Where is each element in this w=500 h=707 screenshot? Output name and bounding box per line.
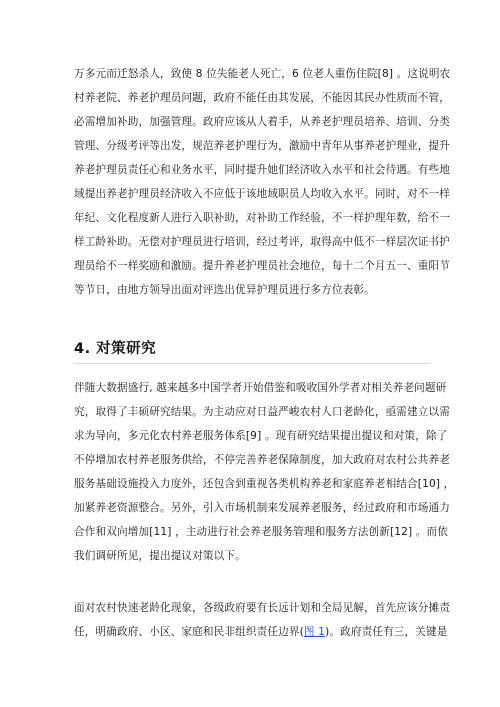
text-line: 究，取得了丰硕研究结果。为主动应对日益严峻农村人口老龄化，亟需建立以需 [74,406,451,418]
text-line: 加紧养老资源整合。另外，引入市场机制来发展养老服务，经过政府和市场通力 [74,502,451,514]
text-line: 求为导向，多元化农村养老服务体系[9] 。现有研究结果提出提议和对策，除了 [74,430,448,442]
section-heading: 4. 对策研究 [74,341,157,357]
heading-divider [74,363,430,364]
text-line: 万多元而迁怒杀人，致使 8 位失能老人死亡，6 位老人重伤住院[8] 。这说明农 [74,68,451,80]
text-line: 面对农村快速老龄化现象，各级政府要有长远计划和全局见解，首先应该分摊责 [74,602,451,614]
text-line: 合作和双向增加[11] ，主动进行社会养老服务管理和服务方法创新[12] 。而依 [74,526,449,538]
text-line: 养老护理员责任心和业务水平，同时提升她们经济收入水平和社会待遇。有些地 [74,164,451,176]
figure-1-link[interactable]: 图 1 [303,626,326,638]
text-line: 样工龄补助。无偿对护理员进行培训，经过考评，取得高中低不一样层次证书护 [74,236,451,248]
text-line: 域提出养老护理员经济收入不应低于该地域职员人均收入水平。同时，对不一样 [74,188,451,200]
paragraph-research [74,376,455,568]
paragraph-responsibility [74,596,451,644]
text-line: 管理、分级考评等出发，规范养老护理行为，激励中青年从事养老护理业，提升 [74,140,451,152]
text-line: 村养老院、养老护理员问题，政府不能任由其发展，不能因其民办性质而不管， [74,92,451,104]
text-line: 伴随大数据盛行, 越来越多中国学者开始借鉴和吸收国外学者对相关养老问题研 [74,382,447,394]
text-line: 必需增加补助，加强管理。政府应该从人着手，从养老护理员培养、培训、分类 [74,116,451,128]
text-line: 我们调研所见，提出提议对策以下。 [74,550,246,562]
text-line [74,620,448,644]
text-line: 年纪、文化程度新人进行入职补助，对补助工作经验，不一样护理年数，给不一 [74,212,451,224]
text-line: 服务基础设施投入力度外，还包含到重视各类机构养老和家庭养老相结合[10] ， [74,478,455,490]
text-line: 不停增加农村养老服务供给，不停完善养老保障制度，加大政府对农村公共养老 [74,454,451,466]
text-segment: )。政府责任有三，关键是 [325,626,448,638]
text-line: 理员给不一样奖励和激励。提升养老护理员社会地位，每十二个月五一、重阳节 [74,260,451,272]
text-line: 等节日，由地方领导出面对评选出优异护理员进行多方位表彰。 [74,284,375,296]
text-segment: 任，明确政府、小区、家庭和民非组织责任边界( [74,626,304,638]
paragraph-nursing-staff [74,62,451,302]
